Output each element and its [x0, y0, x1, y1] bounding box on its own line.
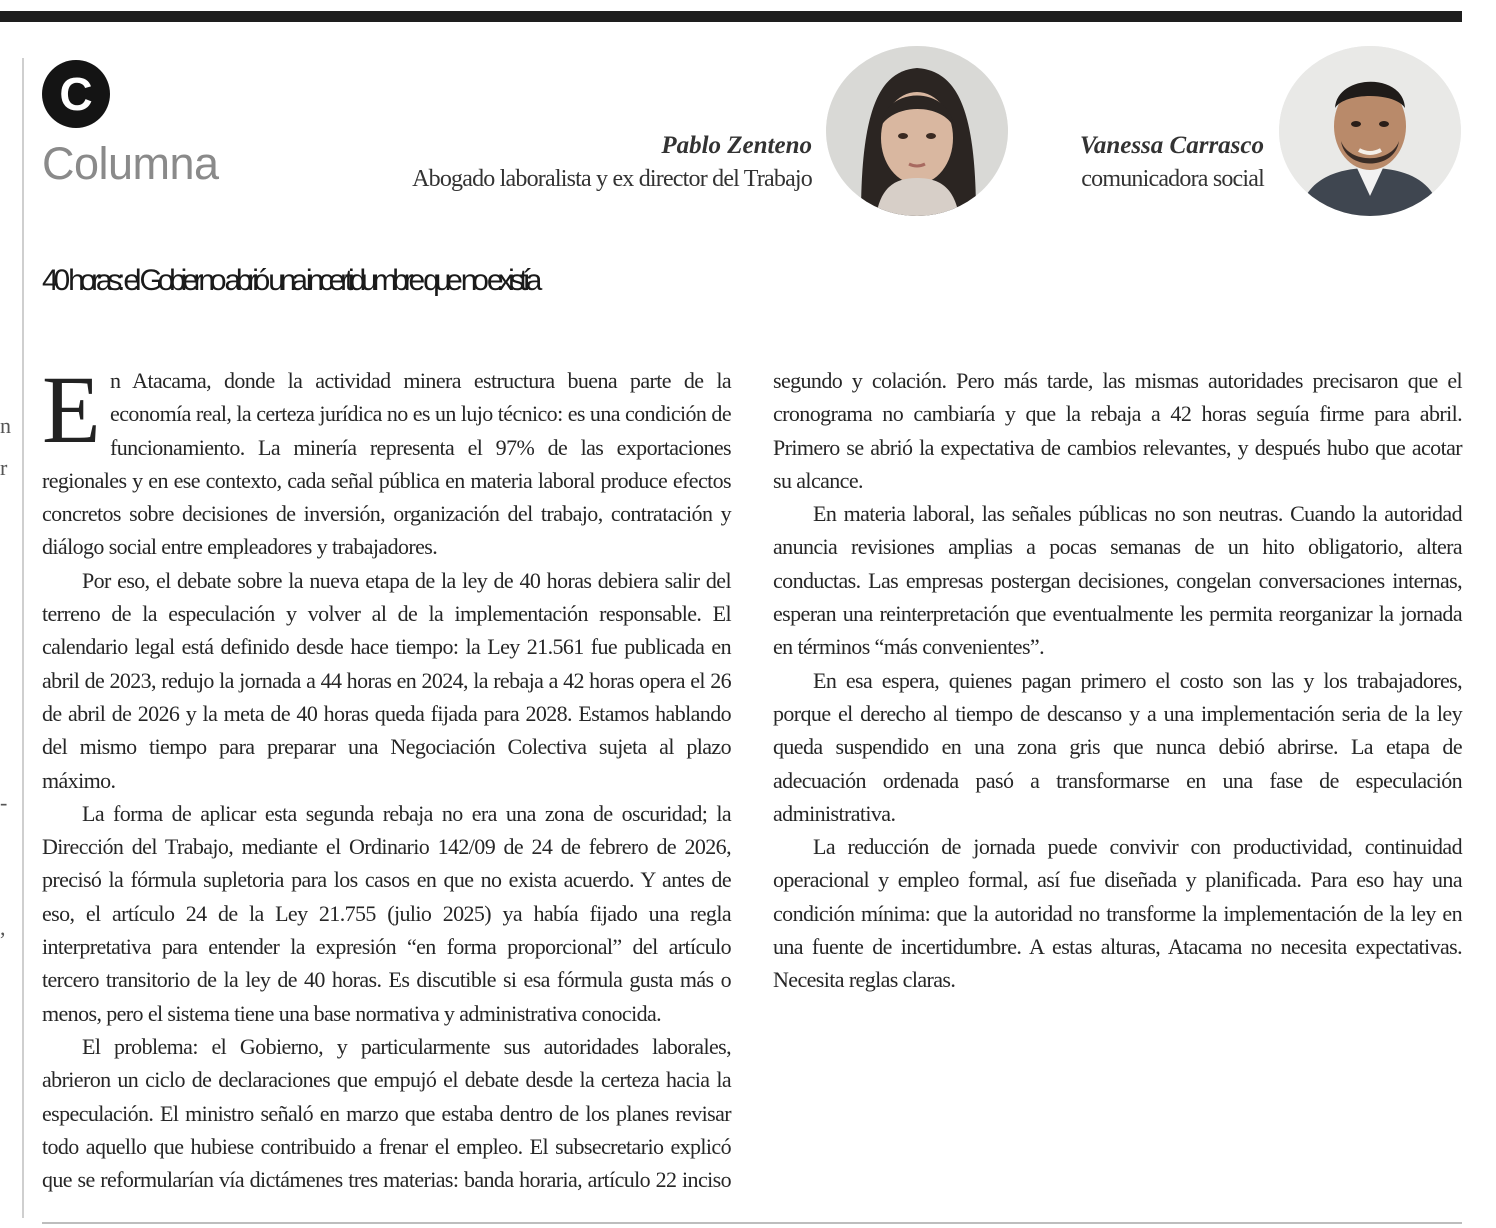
article-body: [42, 356, 1462, 1200]
article-paragraph: [42, 356, 731, 564]
author-photo-man-graphic: [1279, 46, 1461, 216]
left-column-rule: [22, 58, 24, 1218]
edge-fragment: ,: [0, 915, 6, 940]
section-label: Columna: [42, 138, 219, 189]
article-paragraph: Por eso, el debate sobre la nueva etapa de la ley de 40 horas debiera salir del terreno de la especulación y volver al de la implementación responsable. El calendario legal está definido desde hace tiempo: la Ley 21.561 fue publicada en abril de 2023, redujo la jornada a 44 horas en 2024, la rebaja a 42 horas opera el 26 de abril de 2026 y la meta de 40 horas queda fijada para 2028. Estamos hablando del mismo tiempo para preparar una Negociación Colectiva sujeta al plazo máximo.: [42, 567, 731, 793]
article-paragraph: La reducción de jornada puede convivir con productividad, continuidad operacional y empleo formal, así fue diseñada y planificada. Para eso hay una condición mínima: que la autoridad no transforme la implementación de la ley en una fuente de incertidumbre. A estas alturas, Atacama no necesita expectativas. Necesita reglas claras.: [773, 834, 1462, 993]
author-photo-woman-icon: [826, 46, 1008, 216]
article-paragraph: En materia laboral, las señales públicas no son neutras. Cuando la autoridad anuncia revisiones amplias a pocas semanas de un hito obligatorio, altera conductas. Las empresas postergan decisiones, congelan conversaciones internas, esperan una reinterpretación que eventualmente les permita reorganizar la jornada en términos “más convenientes”.: [773, 501, 1462, 660]
author-photo-woman-graphic: [826, 46, 1008, 216]
author-photo-man-icon: [1279, 46, 1461, 216]
edge-fragment: r: [0, 455, 8, 480]
author-name: Pablo Zenteno: [661, 132, 812, 159]
article-paragraph: En esa espera, quienes pagan primero el costo son las y los trabajadores, porque el derecho al tiempo de descanso y a una implementación seria de la ley queda suspendido en una zona gris que nunca debió abrirse. La etapa de adecuación ordenada pasó a transformarse en una fase de especulación administrativa.: [773, 667, 1462, 826]
article-paragraph: La forma de aplicar esta segunda rebaja no era una zona de oscuridad; la Dirección del Trabajo, mediante el Ordinario 142/09 de 24 de febrero de 2026, precisó la fórmula supletoria para los casos en que no exista acuerdo. Y antes de eso, el artículo 24 de la Ley 21.755 (julio 2025) ya había fijado una regla interpretativa para entender la expresión “en forma proporcional” del artículo tercero transitorio de la ley de 40 horas. Es discutible si esa fórmula gusta más o menos, pero el sistema tiene una base normativa y administrativa conocida.: [42, 800, 731, 1026]
author-role: comunicadora social: [1081, 166, 1264, 192]
edge-fragment: n: [0, 413, 11, 438]
author-byline-1: [412, 130, 812, 196]
top-rule: [0, 11, 1462, 22]
author-byline-2: [1080, 130, 1264, 196]
article-paragraph: El problema: el Gobierno, y particularmente sus autoridades laborales, abrieron un ciclo de declaraciones que empujó el debate desde la certeza hacia la especulación. El ministro señaló en marzo que estaba dentro de los planes revisar todo aquello que hubiese contribuido a frenar el empleo. El subsecretario explicó que se reformularían vía dictámenes tres materias: banda horaria, artículo 22 inciso segundo y colación. Pero más tarde, las mismas autoridades precisaron que el cronograma no cambiaría y que la rebaja a 42 horas seguía firme para abril. Primero se abrió la expectativa de cambios relevantes, y después hubo que acotar su alcance.: [42, 368, 1462, 1193]
edge-fragment: -: [0, 790, 8, 815]
section-badge: C: [42, 60, 110, 128]
article-paragraph-text: n Atacama, donde la actividad minera estructura buena parte de la economía real, la certeza jurídica no es un lujo técnico: es una condición de funcionamiento. La minería representa el 97% de las exportaciones regionales y en ese contexto, cada señal pública en materia laboral produce efectos concretos sobre decisiones de inversión, organización del trabajo, contratación y diálogo social entre empleadores y trabajadores.: [42, 368, 731, 560]
bottom-rule: [42, 1222, 1462, 1224]
headline: 40 horas: el Gobierno abrió una incertidumbre que no existía: [42, 264, 538, 297]
author-role: Abogado laboralista y ex director del Trabajo: [412, 166, 812, 192]
author-name: Vanessa Carrasco: [1079, 132, 1264, 159]
drop-cap: E: [42, 356, 101, 463]
